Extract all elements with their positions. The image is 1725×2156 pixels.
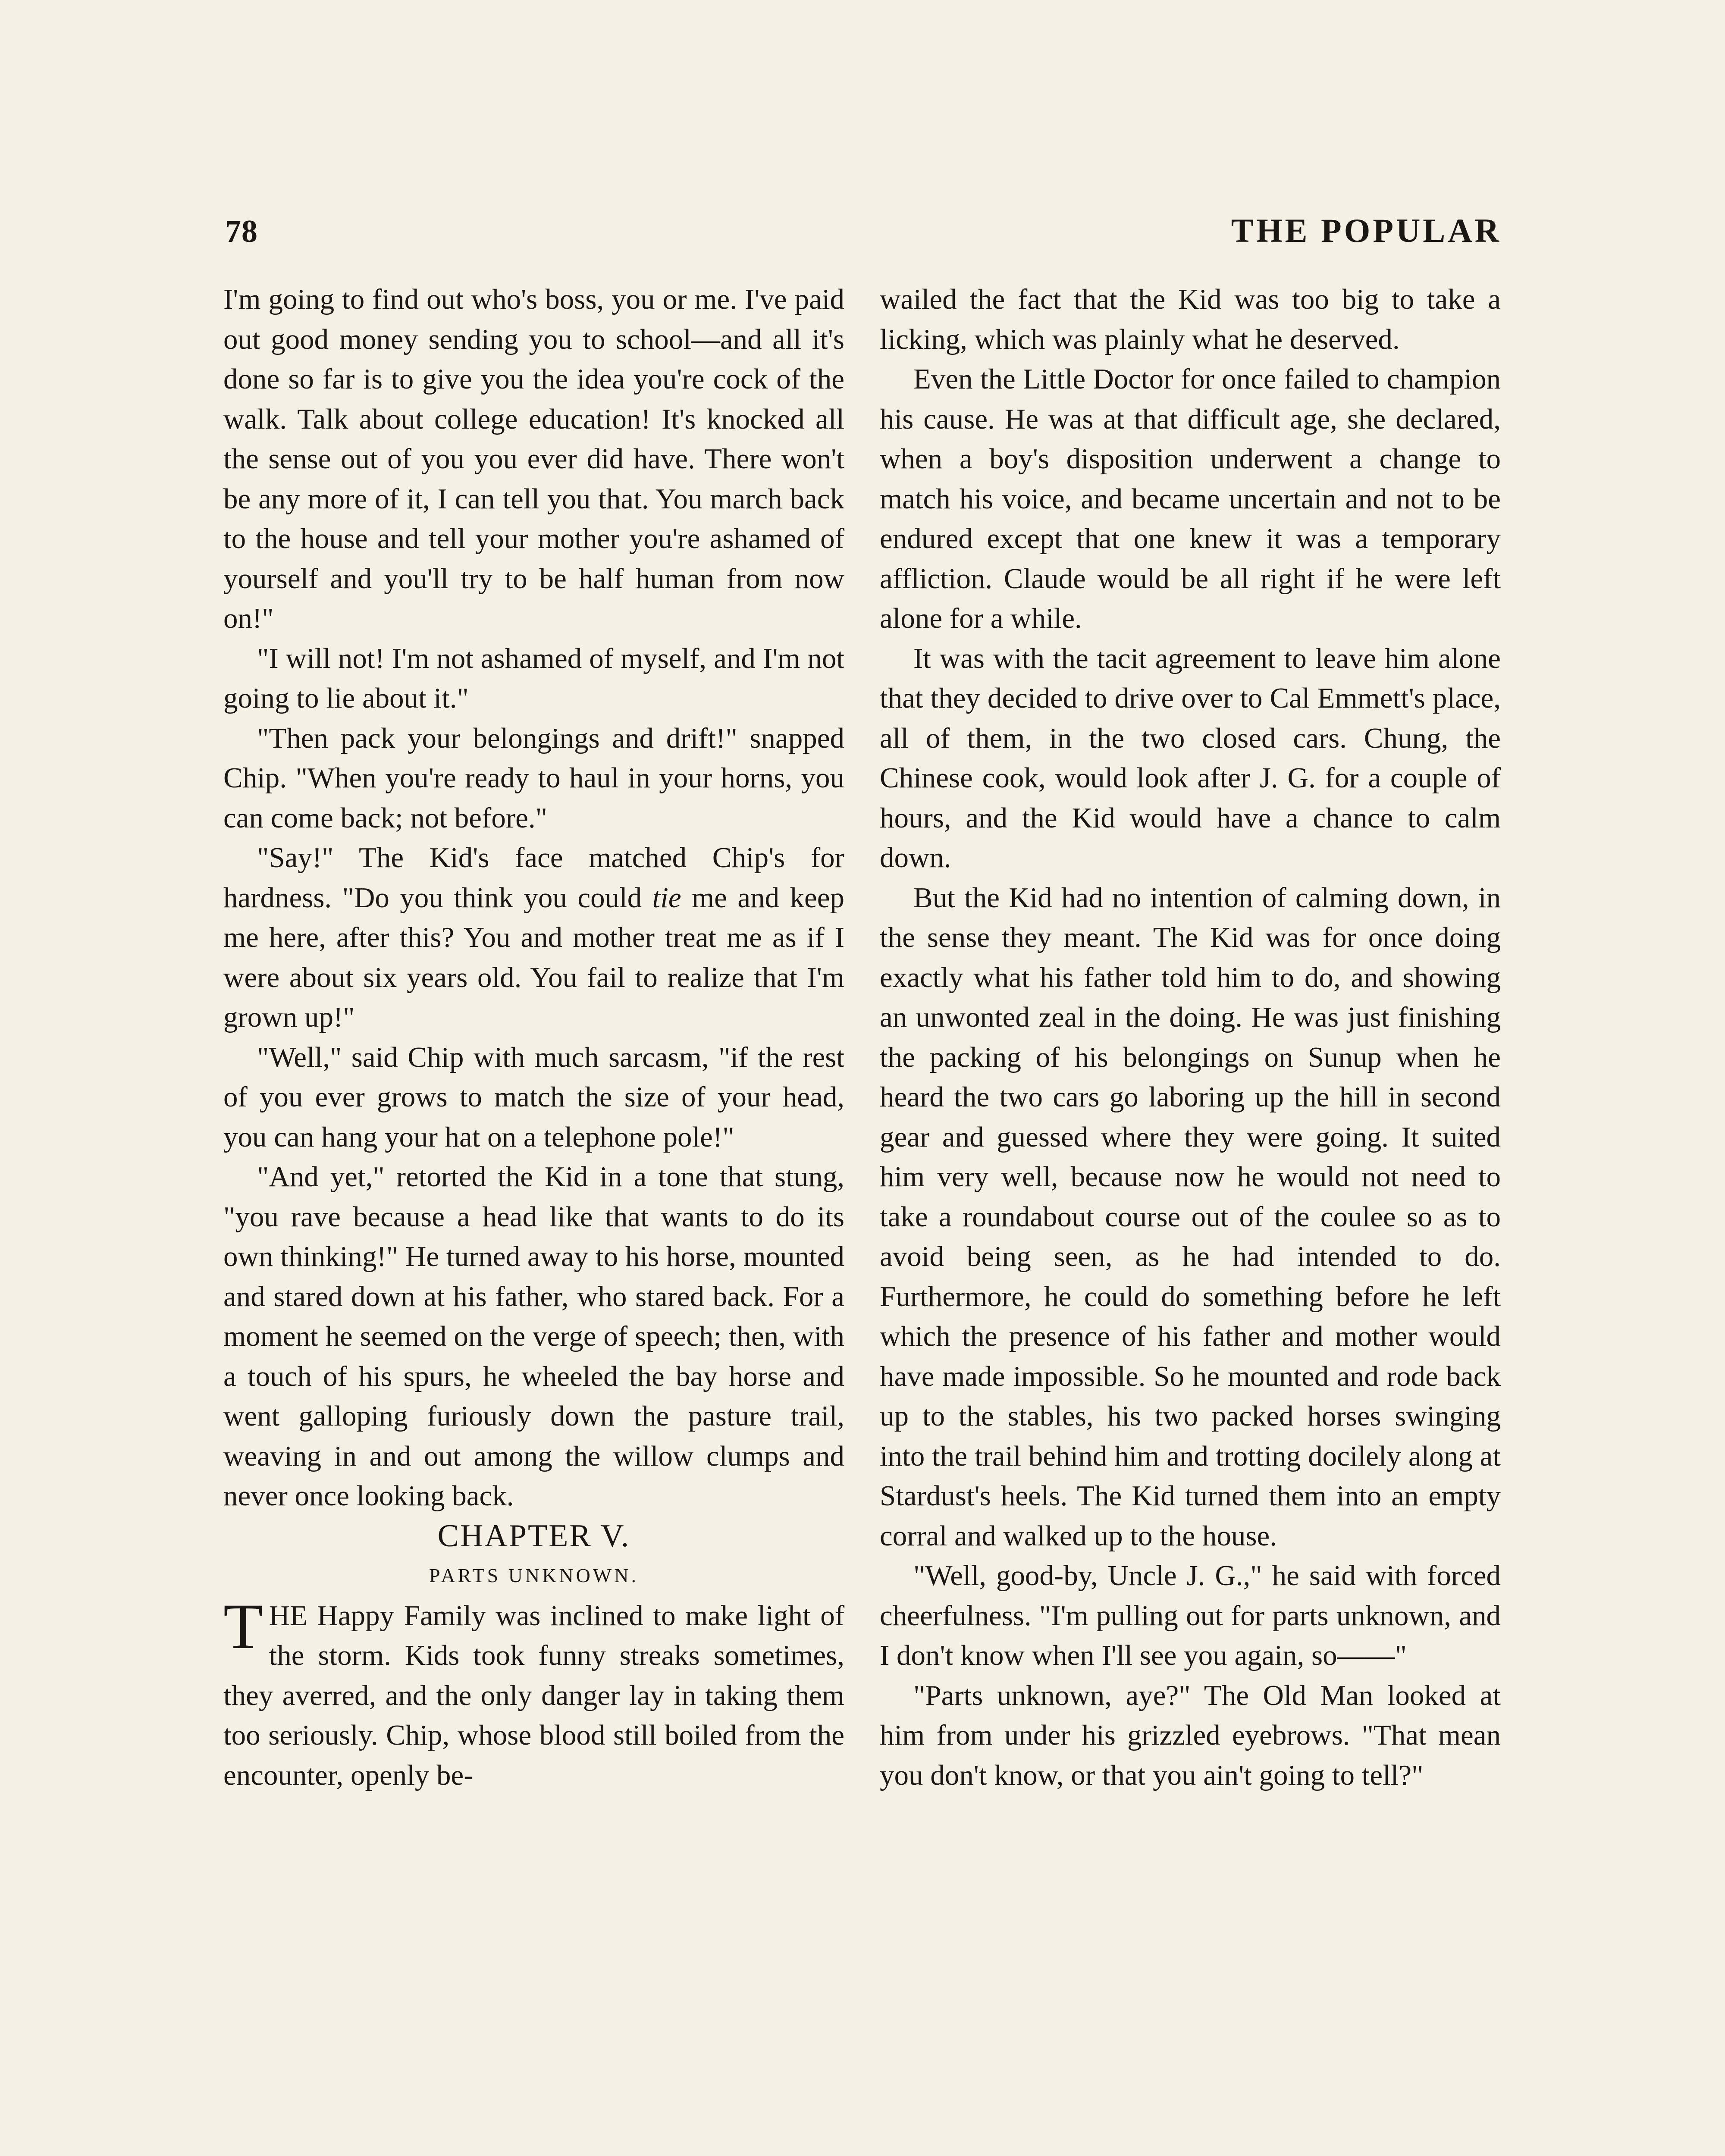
- paragraph: I'm going to find out who's boss, you or me. I've paid out good money sending you to school—and all it's done so far is to give you the idea you're cock of the walk. Talk about college education! It's knocked all the sense out of you you ever did have. There won't be any more of it, I can tell you that. You march back to the house and tell your mother you're ashamed of yourself and you'll try to be half human from now on!": [223, 283, 844, 634]
- emphasis: tie: [652, 881, 681, 914]
- paragraph: "I will not! I'm not ashamed of myself, and I'm not going to lie about it.": [223, 642, 844, 714]
- paragraph: "Well," said Chip with much sarcasm, "if the rest of you ever grows to match the size of your head, you can hang your hat on a telephone pole!": [223, 1041, 844, 1153]
- paragraph: It was with the tacit agreement to leave him alone that they decided to drive over to Cal Emmett's place, all of them, in the two closed cars. Chung, the Chinese cook, would look after J. G. for a couple of hours, and the Kid would have a chance to calm down.: [880, 642, 1501, 874]
- chapter-title: CHAPTER V.: [437, 1518, 630, 1554]
- page-header: [225, 203, 1502, 250]
- text-run: HE Happy Family was inclined to make light of the storm. Kids took funny streaks sometimes, they averred, and the only danger lay in taking them too seriously. Chip, whose blood still boiled from the encounter, openly be-: [223, 1599, 844, 1791]
- paragraph: "Well, good-by, Uncle J. G.," he said with forced cheerfulness. "I'm pulling out for parts unknown, and I don't know when I'll see you again, so——": [880, 1560, 1501, 1671]
- paragraph: "Then pack your belongings and drift!" snapped Chip. "When you're ready to haul in your horns, you can come back; not before.": [223, 722, 844, 834]
- right-column: [880, 279, 1501, 2156]
- text-run: me and keep me here, after this? You and mother treat me as if I were about six years old. You fail to realize that I'm grown up!": [223, 881, 844, 1033]
- paragraph: "And yet," retorted the Kid in a tone that stung, "you rave because a head like that wants to do its own thinking!" He turned away to his horse, mounted and stared down at his father, who stared back. For a moment he seemed on the verge of speech; then, with a touch of his spurs, he wheeled the bay horse and went galloping furiously down the pasture trail, weaving in and out among the willow clumps and never once looking back.: [223, 1161, 844, 1512]
- paragraph: But the Kid had no intention of calming down, in the sense they meant. The Kid was for once doing exactly what his father told him to do, and showing an unwonted zeal in the doing. He was just finishing the packing of his belongings on Sunup when he heard the two cars go laboring up the hill in second gear and guessed where they were going. It suited him very well, because now he would not need to take a roundabout course out of the coulee so as to avoid being seen, as he had intended to do. Furthermore, he could do something before he left which the presence of his father and mother would have made impossible. So he mounted and rode back up to the stables, his two packed horses swinging into the trail behind him and trotting docilely along at Stardust's heels. The Kid turned them into an empty corral and walked up to the house.: [880, 881, 1501, 1552]
- paragraph: [223, 1590, 844, 1796]
- text-run: "Say!" The Kid's face matched Chip's for hardness. "Do you think you could: [223, 842, 844, 914]
- chapter-subtitle: PARTS UNKNOWN.: [429, 1564, 639, 1586]
- paragraph: Even the Little Doctor for once failed to champion his cause. He was at that difficult age, she declared, when a boy's disposition underwent a change to match his voice, and became uncertain and not to be endured except that one knew it was a temporary affliction. Claude would be all right if he were left alone for a while.: [880, 363, 1501, 634]
- paragraph: "Parts unknown, aye?" The Old Man looked at him from under his grizzled eyebrows. "That mean you don't know, or that you ain't going to tell?": [880, 1679, 1501, 1791]
- paragraph: wailed the fact that the Kid was too big to take a licking, which was plainly what he deserved.: [880, 283, 1501, 355]
- page-number: 78: [225, 214, 258, 249]
- drop-cap: T: [223, 1590, 263, 1662]
- running-head: THE POPULAR: [1231, 212, 1502, 249]
- left-column: [223, 279, 844, 2156]
- paragraph: [223, 838, 844, 1037]
